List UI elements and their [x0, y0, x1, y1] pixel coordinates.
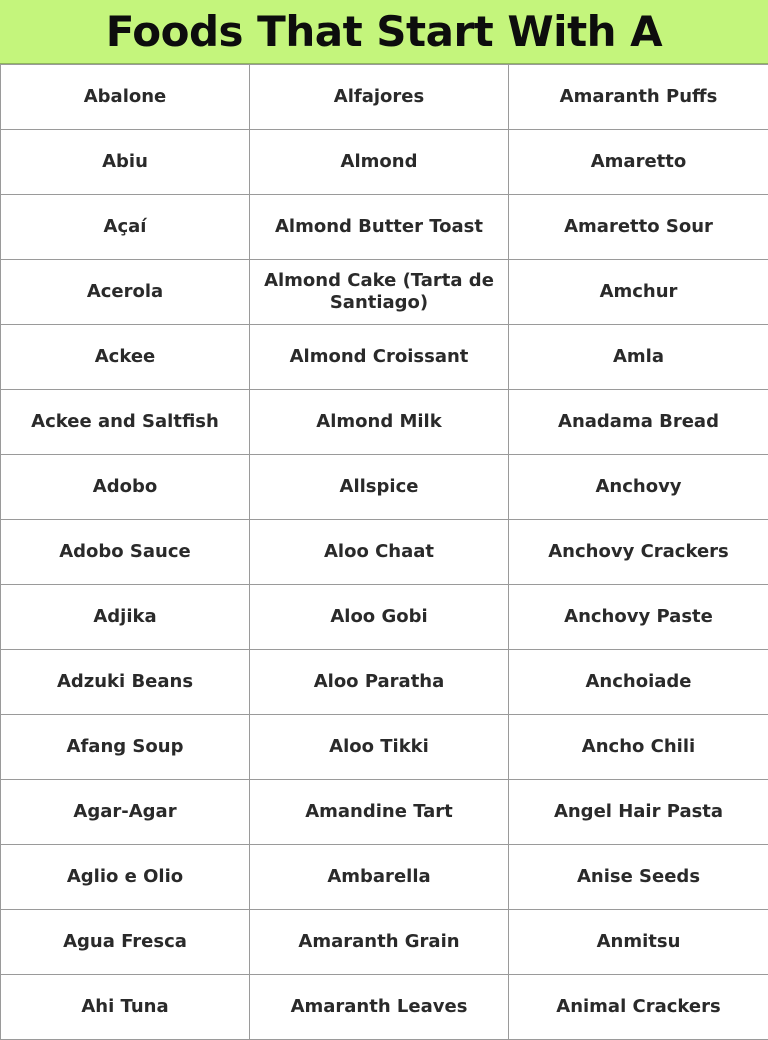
table-row [1, 260, 768, 325]
food-cell: Agua Fresca [1, 910, 250, 975]
table-row [1, 845, 768, 910]
table-row [1, 910, 768, 975]
food-cell: Almond Milk [250, 390, 509, 455]
food-cell: Ackee [1, 325, 250, 390]
table-row [1, 715, 768, 780]
food-cell: Ackee and Saltfish [1, 390, 250, 455]
food-cell: Aloo Tikki [250, 715, 509, 780]
food-cell: Animal Crackers [509, 975, 768, 1040]
table-row [1, 195, 768, 260]
food-cell: Abalone [1, 65, 250, 130]
table-row [1, 520, 768, 585]
food-cell: Aglio e Olio [1, 845, 250, 910]
food-cell: Aloo Paratha [250, 650, 509, 715]
table-row [1, 325, 768, 390]
food-cell: Amaranth Grain [250, 910, 509, 975]
foods-table-body [1, 65, 768, 1040]
table-row [1, 780, 768, 845]
food-cell: Abiu [1, 130, 250, 195]
food-cell: Agar-Agar [1, 780, 250, 845]
food-cell: Afang Soup [1, 715, 250, 780]
food-cell: Almond Croissant [250, 325, 509, 390]
food-cell: Anadama Bread [509, 390, 768, 455]
food-cell: Amaretto Sour [509, 195, 768, 260]
food-cell: Amaranth Leaves [250, 975, 509, 1040]
food-cell: Amaranth Puffs [509, 65, 768, 130]
food-cell: Anchoiade [509, 650, 768, 715]
food-cell: Adjika [1, 585, 250, 650]
food-cell: Anchovy [509, 455, 768, 520]
food-cell: Allspice [250, 455, 509, 520]
food-cell: Almond [250, 130, 509, 195]
food-cell: Adobo [1, 455, 250, 520]
food-cell: Almond Butter Toast [250, 195, 509, 260]
food-cell: Açaí [1, 195, 250, 260]
food-cell: Amandine Tart [250, 780, 509, 845]
table-row [1, 455, 768, 520]
title-banner [0, 0, 768, 64]
foods-table [0, 64, 768, 1040]
food-cell: Aloo Gobi [250, 585, 509, 650]
food-cell: Acerola [1, 260, 250, 325]
food-cell: Adobo Sauce [1, 520, 250, 585]
table-row [1, 130, 768, 195]
food-cell: Ambarella [250, 845, 509, 910]
food-cell: Amchur [509, 260, 768, 325]
table-row [1, 65, 768, 130]
food-cell: Alfajores [250, 65, 509, 130]
table-row [1, 585, 768, 650]
food-cell: Ahi Tuna [1, 975, 250, 1040]
food-cell: Amla [509, 325, 768, 390]
table-row [1, 975, 768, 1040]
food-cell: Anmitsu [509, 910, 768, 975]
table-row [1, 390, 768, 455]
food-cell: Amaretto [509, 130, 768, 195]
food-cell: Aloo Chaat [250, 520, 509, 585]
food-cell: Anchovy Paste [509, 585, 768, 650]
food-cell: Anchovy Crackers [509, 520, 768, 585]
table-row [1, 650, 768, 715]
food-cell: Adzuki Beans [1, 650, 250, 715]
food-cell: Ancho Chili [509, 715, 768, 780]
page-title: Foods That Start With A [106, 7, 662, 56]
food-cell: Angel Hair Pasta [509, 780, 768, 845]
food-cell: Almond Cake (Tarta de Santiago) [250, 260, 509, 325]
food-cell: Anise Seeds [509, 845, 768, 910]
